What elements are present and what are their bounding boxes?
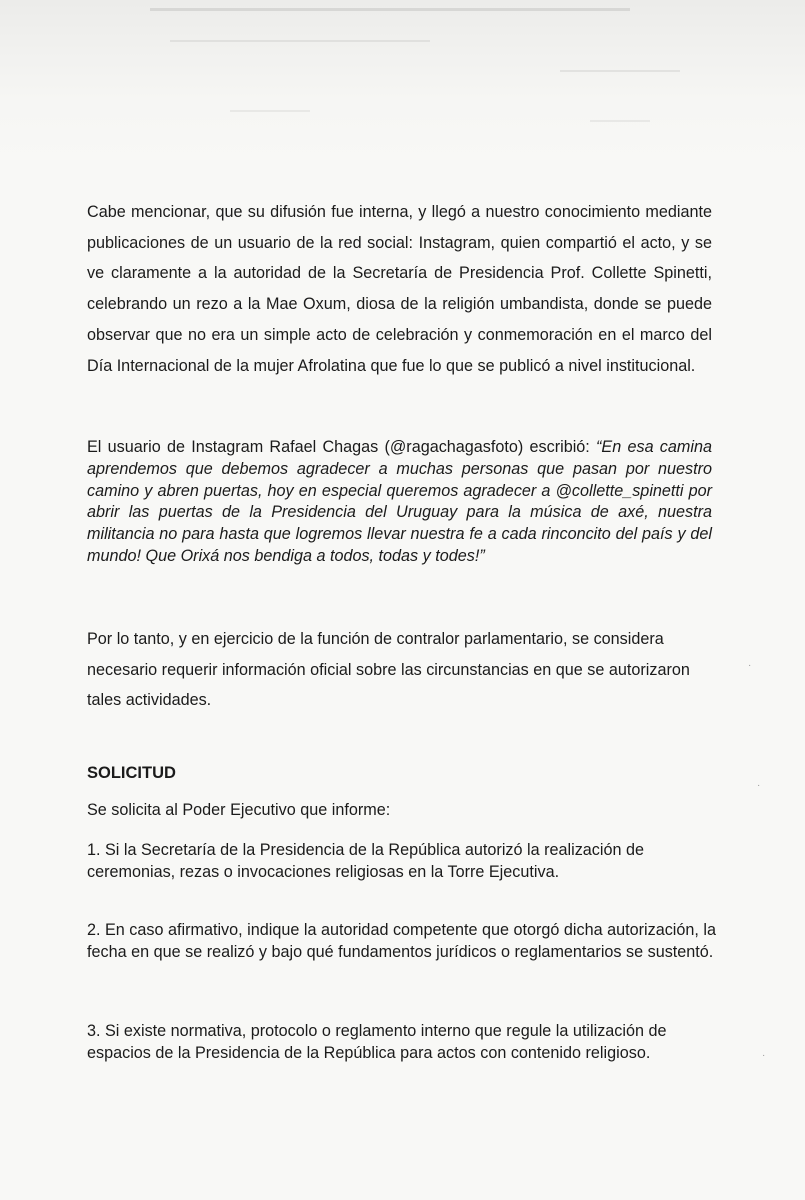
scan-speck: ·: [762, 1050, 766, 1061]
quote-intro: El usuario de Instagram Rafael Chagas (@ragachagasfoto) escribió:: [87, 438, 597, 456]
request-item-3: 3. Si existe normativa, protocolo o reglamento interno que regule la utilización de espacios de la Presidencia de la República para actos con contenido religioso.: [87, 1022, 667, 1062]
solicitud-heading: SOLICITUD: [87, 764, 176, 782]
scan-speck: ·: [748, 660, 752, 671]
paragraph-instagram-quote: [87, 437, 712, 568]
request-item-1: 1. Si la Secretaría de la Presidencia de la República autorizó la realización de ceremonias, rezas o invocaciones religiosas en la Torre Ejecutiva.: [87, 841, 644, 881]
paragraph-conclusion: Por lo tanto, y en ejercicio de la función de contralor parlamentario, se considera necesario requerir información oficial sobre las circunstancias en que se autorizaron tales actividades.: [87, 630, 690, 709]
bleed-through-marks: [0, 0, 805, 170]
quote-text: “En esa camina aprendemos que debemos agradecer a muchas personas que pasan por nuestro camino y abren puertas, hoy en especial queremos agradecer a @collette_spinetti por abrir las puertas de la Presidencia del Uruguay para la música de axé, nuestra militancia no para hasta que logremos llevar nuestra fe a cada rinconcito del país y del mundo! Que Orixá nos bendiga a todos, todas y todes!”: [87, 438, 712, 565]
scan-speck: ·: [757, 780, 761, 791]
request-item-2: 2. En caso afirmativo, indique la autoridad competente que otorgó dicha autorización, la fecha en que se realizó y bajo qué fundamentos jurídicos o reglamentarios se sustentó.: [87, 921, 717, 961]
paragraph-context: Cabe mencionar, que su difusión fue interna, y llegó a nuestro conocimiento mediante publicaciones de un usuario de la red social: Instagram, quien compartió el acto, y se ve claramente a la autoridad de la Secretaría de Presidencia Prof. Collette Spinetti, celebrando un rezo a la Mae Oxum, diosa de la religión umbandista, donde se puede observar que no era un simple acto de celebración y conmemoración en el marco del Día Internacional de la mujer Afrolatina que fue lo que se publicó a nivel institucional.: [87, 203, 712, 375]
solicitud-intro: Se solicita al Poder Ejecutivo que informe:: [87, 801, 391, 819]
